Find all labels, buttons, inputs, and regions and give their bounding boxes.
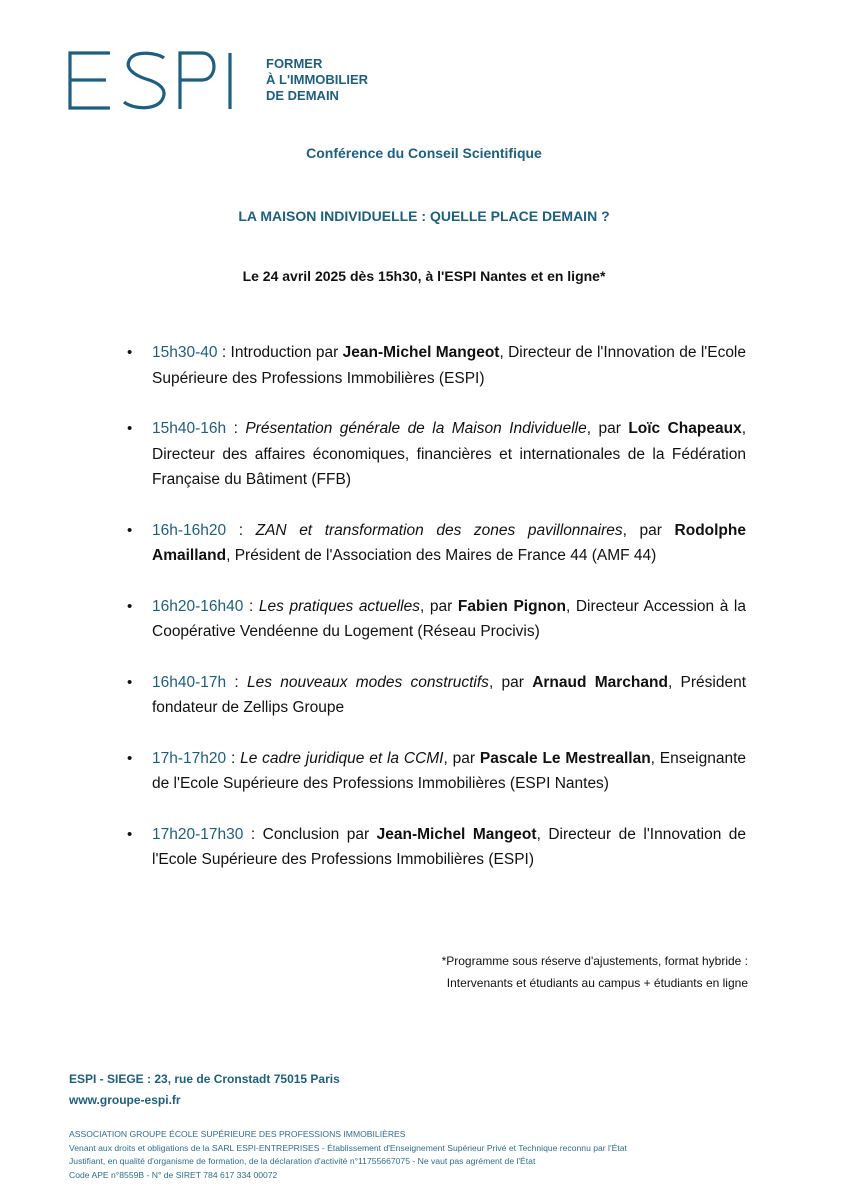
time-slot: 15h30-40 xyxy=(152,344,218,361)
bullet-icon: • xyxy=(127,420,133,437)
logo-tagline xyxy=(266,56,368,104)
speaker-name: Rodolphe Amailland xyxy=(152,521,746,564)
footer-address: ESPI - SIEGE : 23, rue de Cronstadt 75015 Paris xyxy=(69,1072,340,1086)
bullet-icon: • xyxy=(127,597,133,615)
speaker-name: Jean-Michel Mangeot xyxy=(376,825,537,843)
time-slot: 16h-16h20 xyxy=(152,521,227,539)
tagline-line: À L'IMMOBILIER xyxy=(266,72,369,87)
program-item: • 17h20-17h30 : Conclusion par Jean-Michel Mangeot, Directeur de l'Innovation de l'Ecole Supérieure des Professions Immobilières (ESPI) xyxy=(152,822,746,873)
program-list xyxy=(127,340,747,898)
legal-line: Justifiant, en qualité d'organisme de formation, de la déclaration d'activité n°11755667075 - Ne vaut pas agrément de l'État xyxy=(69,1156,536,1167)
talk-topic: Présentation générale de la Maison Individuelle xyxy=(245,420,587,437)
talk-topic: Le cadre juridique et la CCMI xyxy=(240,749,444,767)
bullet-icon: • xyxy=(127,344,133,361)
speaker-name: Fabien Pignon xyxy=(457,597,566,615)
talk-topic: Les pratiques actuelles xyxy=(258,597,420,615)
time-slot: 16h20-16h40 xyxy=(152,597,244,615)
legal-line: Venant aux droits et obligations de la SARL ESPI-ENTREPRISES - Établissement d'Enseignement Supérieur Privé et Technique reconnu par l'État xyxy=(69,1142,627,1153)
main-title: LA MAISON INDIVIDUELLE : QUELLE PLACE DEMAIN ? xyxy=(238,208,610,224)
speaker-name: Jean-Michel Mangeot xyxy=(342,344,500,361)
program-item: • 15h40-16h : Présentation générale de la Maison Individuelle, par Loïc Chapeaux, Directeur des affaires économiques, financières et internationales de la Fédération Française du Bâtiment (FFB) xyxy=(152,416,746,493)
tagline-line: FORMER xyxy=(266,56,323,71)
bullet-icon: • xyxy=(127,749,133,767)
program-item: • 16h20-16h40 : Les pratiques actuelles, par Fabien Pignon, Directeur Accession à la Coopérative Vendéenne du Logement (Réseau Procivis) xyxy=(152,594,746,645)
speaker-name: Loïc Chapeaux xyxy=(628,420,742,437)
footer-website-link[interactable]: www.groupe-espi.fr xyxy=(69,1093,181,1107)
bullet-icon: • xyxy=(127,673,133,691)
espi-logo xyxy=(68,50,243,112)
speaker-name: Pascale Le Mestreallan xyxy=(479,749,651,767)
conference-title: Conférence du Conseil Scientifique xyxy=(306,145,542,161)
program-item: • 16h40-17h : Les nouveaux modes constructifs, par Arnaud Marchand, Président fondateur de Zellips Groupe xyxy=(152,670,746,721)
tagline-line: DE DEMAIN xyxy=(266,88,339,103)
program-item: • 15h30-40 : Introduction par Jean-Michel Mangeot, Directeur de l'Innovation de l'Ecole Supérieure des Professions Immobilières (ESPI) xyxy=(152,340,746,391)
program-note xyxy=(442,950,748,994)
program-item: • 17h-17h20 : Le cadre juridique et la CCMI, par Pascale Le Mestreallan, Enseignante de l'Ecole Supérieure des Professions Immobilières (ESPI Nantes) xyxy=(152,746,746,797)
talk-topic: ZAN et transformation des zones pavillonnaires xyxy=(255,521,623,539)
date-line: Le 24 avril 2025 dès 15h30, à l'ESPI Nantes et en ligne* xyxy=(242,268,606,284)
footer-legal xyxy=(69,1128,627,1182)
legal-line: Code APE n°8559B - N° de SIRET 784 617 334 00072 xyxy=(69,1169,278,1180)
note-line: *Programme sous réserve d'ajustements, format hybride : xyxy=(441,954,748,968)
note-line: Intervenants et étudiants au campus + étudiants en ligne xyxy=(446,976,748,990)
bullet-icon: • xyxy=(127,825,133,843)
bullet-icon: • xyxy=(127,521,133,539)
legal-line: ASSOCIATION GROUPE ÉCOLE SUPÉRIEURE DES PROFESSIONS IMMOBILIÈRES xyxy=(69,1129,406,1139)
time-slot: 17h-17h20 xyxy=(152,749,227,767)
program-item: • 16h-16h20 : ZAN et transformation des zones pavillonnaires, par Rodolphe Amailland, Président de l'Association des Maires de France 44 (AMF 44) xyxy=(152,518,746,569)
speaker-name: Arnaud Marchand xyxy=(532,673,668,691)
time-slot: 17h20-17h30 xyxy=(152,825,244,843)
talk-topic: Les nouveaux modes constructifs xyxy=(246,673,489,691)
time-slot: 15h40-16h xyxy=(152,420,227,437)
time-slot: 16h40-17h xyxy=(152,673,227,691)
